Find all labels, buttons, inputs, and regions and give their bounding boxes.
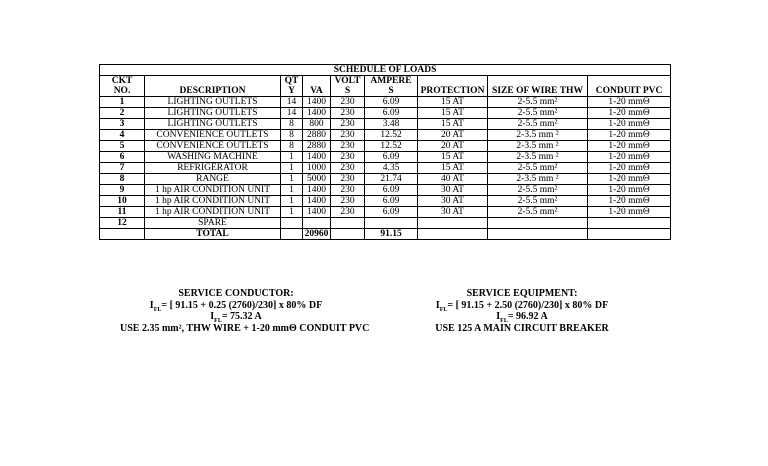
header-amperes: AMPERE S bbox=[365, 76, 418, 97]
total-conduit-cell bbox=[588, 229, 671, 240]
qty-cell: 14 bbox=[281, 108, 303, 119]
ckt-no-cell: 12 bbox=[100, 218, 145, 229]
volts-cell: 230 bbox=[331, 185, 365, 196]
wire-size-cell: 2-3.5 mm ² bbox=[488, 130, 588, 141]
qty-cell: 14 bbox=[281, 97, 303, 108]
qty-cell: 8 bbox=[281, 141, 303, 152]
amperes-cell: 6.09 bbox=[365, 196, 418, 207]
va-cell: 2880 bbox=[303, 141, 331, 152]
total-protection-cell bbox=[418, 229, 488, 240]
table-row bbox=[100, 130, 671, 141]
service-conductor-block bbox=[120, 288, 370, 334]
description-cell: SPARE bbox=[145, 218, 281, 229]
service-equipment-heading: SERVICE EQUIPMENT: bbox=[466, 288, 578, 299]
table-row bbox=[100, 97, 671, 108]
qty-cell: 1 bbox=[281, 174, 303, 185]
ckt-no-cell: 1 bbox=[100, 97, 145, 108]
service-conductor-use-line: USE 2.35 mm², THW WIRE + 1-20 mmΘ CONDUIT PVC bbox=[120, 322, 370, 334]
header-volts: VOLT S bbox=[331, 76, 365, 97]
amperes-cell: 6.09 bbox=[365, 185, 418, 196]
table-row bbox=[100, 174, 671, 185]
wire-size-cell: 2-5.5 mm² bbox=[488, 108, 588, 119]
conduit-cell: 1-20 mmΘ bbox=[588, 130, 671, 141]
volts-cell: 230 bbox=[331, 207, 365, 218]
qty-cell: 1 bbox=[281, 207, 303, 218]
protection-cell: 15 AT bbox=[418, 152, 488, 163]
ckt-no-cell: 11 bbox=[100, 207, 145, 218]
total-label: TOTAL bbox=[145, 229, 281, 240]
amperes-cell: 6.09 bbox=[365, 207, 418, 218]
description-cell: LIGHTING OUTLETS bbox=[145, 108, 281, 119]
header-protection: PROTECTION bbox=[418, 76, 488, 97]
description-cell: 1 hp AIR CONDITION UNIT bbox=[145, 196, 281, 207]
total-qty-cell bbox=[281, 229, 303, 240]
header-conduit: CONDUIT PVC bbox=[588, 76, 671, 97]
wire-size-cell: 2-3.5 mm ² bbox=[488, 152, 588, 163]
total-va: 20960 bbox=[303, 229, 331, 240]
amperes-cell: 3.48 bbox=[365, 119, 418, 130]
conduit-cell: 1-20 mmΘ bbox=[588, 185, 671, 196]
va-cell: 1400 bbox=[303, 196, 331, 207]
table-body bbox=[100, 97, 671, 229]
conduit-cell: 1-20 mmΘ bbox=[588, 108, 671, 119]
volts-cell: 230 bbox=[331, 141, 365, 152]
ckt-no-cell: 4 bbox=[100, 130, 145, 141]
header-ckt-no: CKT NO. bbox=[100, 76, 145, 97]
wire-size-cell: 2-5.5 mm² bbox=[488, 207, 588, 218]
table-row bbox=[100, 141, 671, 152]
service-equipment-block bbox=[434, 288, 610, 334]
volts-cell: 230 bbox=[331, 163, 365, 174]
table-row bbox=[100, 152, 671, 163]
description-cell: LIGHTING OUTLETS bbox=[145, 97, 281, 108]
header-va: VA bbox=[303, 76, 331, 97]
wire-size-cell: 2-5.5 mm² bbox=[488, 163, 588, 174]
protection-cell: 30 AT bbox=[418, 207, 488, 218]
va-cell: 1000 bbox=[303, 163, 331, 174]
table-row bbox=[100, 207, 671, 218]
description-cell: LIGHTING OUTLETS bbox=[145, 119, 281, 130]
description-cell: 1 hp AIR CONDITION UNIT bbox=[145, 185, 281, 196]
ckt-no-cell: 8 bbox=[100, 174, 145, 185]
schedule-of-loads-table bbox=[99, 64, 671, 240]
qty-cell: 1 bbox=[281, 152, 303, 163]
qty-cell: 8 bbox=[281, 119, 303, 130]
conduit-cell bbox=[588, 218, 671, 229]
protection-cell: 40 AT bbox=[418, 174, 488, 185]
volts-cell: 230 bbox=[331, 174, 365, 185]
description-cell: WASHING MACHINE bbox=[145, 152, 281, 163]
amperes-cell: 6.09 bbox=[365, 152, 418, 163]
amperes-cell: 6.09 bbox=[365, 97, 418, 108]
ckt-no-cell: 5 bbox=[100, 141, 145, 152]
qty-cell: 1 bbox=[281, 196, 303, 207]
table-row bbox=[100, 185, 671, 196]
conduit-cell: 1-20 mmΘ bbox=[588, 152, 671, 163]
table-row bbox=[100, 119, 671, 130]
protection-cell: 15 AT bbox=[418, 97, 488, 108]
va-cell: 1400 bbox=[303, 97, 331, 108]
table-row bbox=[100, 108, 671, 119]
va-cell: 800 bbox=[303, 119, 331, 130]
total-row bbox=[100, 229, 671, 240]
wire-size-cell: 2-3.5 mm ² bbox=[488, 174, 588, 185]
total-amperes: 91.15 bbox=[365, 229, 418, 240]
conduit-cell: 1-20 mmΘ bbox=[588, 196, 671, 207]
qty-cell: 8 bbox=[281, 130, 303, 141]
amperes-cell: 12.52 bbox=[365, 141, 418, 152]
table-row bbox=[100, 196, 671, 207]
description-cell: CONVENIENCE OUTLETS bbox=[145, 141, 281, 152]
conduit-cell: 1-20 mmΘ bbox=[588, 174, 671, 185]
amperes-cell bbox=[365, 218, 418, 229]
va-cell: 5000 bbox=[303, 174, 331, 185]
ckt-no-cell: 6 bbox=[100, 152, 145, 163]
conduit-cell: 1-20 mmΘ bbox=[588, 97, 671, 108]
description-cell: REFRIGERATOR bbox=[145, 163, 281, 174]
wire-size-cell: 2-3.5 mm ² bbox=[488, 141, 588, 152]
wire-size-cell: 2-5.5 mm² bbox=[488, 97, 588, 108]
volts-cell: 230 bbox=[331, 108, 365, 119]
volts-cell: 230 bbox=[331, 196, 365, 207]
ckt-no-cell: 3 bbox=[100, 119, 145, 130]
header-qty: QT Y bbox=[281, 76, 303, 97]
total-volts-cell bbox=[331, 229, 365, 240]
qty-cell: 1 bbox=[281, 163, 303, 174]
volts-cell: 230 bbox=[331, 97, 365, 108]
va-cell: 1400 bbox=[303, 108, 331, 119]
wire-size-cell: 2-5.5 mm² bbox=[488, 196, 588, 207]
volts-cell bbox=[331, 218, 365, 229]
ckt-no-cell: 9 bbox=[100, 185, 145, 196]
service-equipment-use-line: USE 125 A MAIN CIRCUIT BREAKER bbox=[435, 322, 609, 334]
service-equipment-formula: $I_{FL}=$ [ 91.15 + 2.50 (2760)/230] x 80% DF bbox=[435, 299, 609, 313]
va-cell: 2880 bbox=[303, 130, 331, 141]
total-ckt-cell bbox=[100, 229, 145, 240]
wire-size-cell: 2-5.5 mm² bbox=[488, 119, 588, 130]
protection-cell: 20 AT bbox=[418, 141, 488, 152]
va-cell bbox=[303, 218, 331, 229]
description-cell: RANGE bbox=[145, 174, 281, 185]
protection-cell: 15 AT bbox=[418, 163, 488, 174]
volts-cell: 230 bbox=[331, 130, 365, 141]
va-cell: 1400 bbox=[303, 185, 331, 196]
total-wire-cell bbox=[488, 229, 588, 240]
qty-cell bbox=[281, 218, 303, 229]
ckt-no-cell: 7 bbox=[100, 163, 145, 174]
ckt-no-cell: 10 bbox=[100, 196, 145, 207]
service-equipment-result: $I_{FL}= 96.92$ A bbox=[496, 311, 548, 324]
table-title: SCHEDULE OF LOADS bbox=[100, 65, 671, 76]
protection-cell: 30 AT bbox=[418, 196, 488, 207]
wire-size-cell bbox=[488, 218, 588, 229]
ckt-no-cell: 2 bbox=[100, 108, 145, 119]
protection-cell: 20 AT bbox=[418, 130, 488, 141]
conduit-cell: 1-20 mmΘ bbox=[588, 141, 671, 152]
protection-cell bbox=[418, 218, 488, 229]
header-description: DESCRIPTION bbox=[145, 76, 281, 97]
amperes-cell: 4.35 bbox=[365, 163, 418, 174]
protection-cell: 15 AT bbox=[418, 119, 488, 130]
amperes-cell: 21.74 bbox=[365, 174, 418, 185]
wire-size-cell: 2-5.5 mm² bbox=[488, 185, 588, 196]
protection-cell: 15 AT bbox=[418, 108, 488, 119]
service-conductor-formula: $I_{FL}=$ [ 91.15 + 0.25 (2760)/230] x 80% DF bbox=[149, 299, 323, 313]
volts-cell: 230 bbox=[331, 152, 365, 163]
conduit-cell: 1-20 mmΘ bbox=[588, 119, 671, 130]
volts-cell: 230 bbox=[331, 119, 365, 130]
service-conductor-result: $I_{FL}= 75.32$ A bbox=[210, 311, 262, 324]
schedule-of-loads-sheet bbox=[99, 64, 670, 240]
table-row bbox=[100, 218, 671, 229]
protection-cell: 30 AT bbox=[418, 185, 488, 196]
description-cell: CONVENIENCE OUTLETS bbox=[145, 130, 281, 141]
conduit-cell: 1-20 mmΘ bbox=[588, 163, 671, 174]
header-wire-size: SIZE OF WIRE THW bbox=[488, 76, 588, 97]
description-cell: 1 hp AIR CONDITION UNIT bbox=[145, 207, 281, 218]
amperes-cell: 6.09 bbox=[365, 108, 418, 119]
amperes-cell: 12.52 bbox=[365, 130, 418, 141]
conduit-cell: 1-20 mmΘ bbox=[588, 207, 671, 218]
va-cell: 1400 bbox=[303, 207, 331, 218]
va-cell: 1400 bbox=[303, 152, 331, 163]
qty-cell: 1 bbox=[281, 185, 303, 196]
table-row bbox=[100, 163, 671, 174]
service-conductor-heading: SERVICE CONDUCTOR: bbox=[178, 288, 294, 299]
